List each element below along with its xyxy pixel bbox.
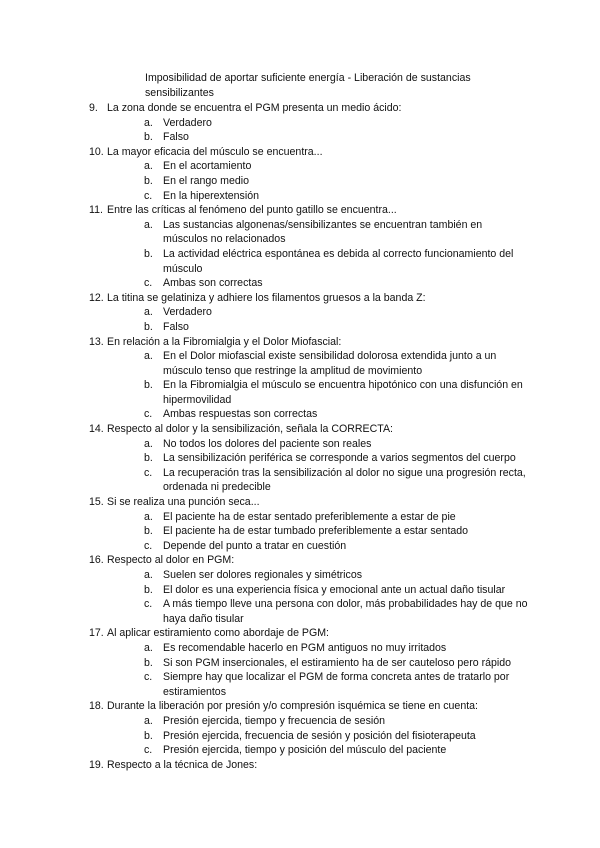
option-item [107,305,529,320]
option-letter: a. [144,437,153,450]
question-text: Respecto al dolor en PGM: [107,554,235,567]
question-number: 19. [89,758,104,771]
option-letter: c. [144,671,153,684]
question-text: Durante la liberación por presión y/o compresión isquémica se tiene en cuenta: [107,700,478,713]
question-number: 12. [89,291,104,304]
option-text-line: Las sustancias algonenas/sensibilizantes se encuentran también en [163,218,483,231]
option-text-line: La recuperación tras la sensibilización al dolor no sigue una progresión recta, [163,466,526,479]
option-letter: c. [144,744,153,757]
option-text-line: Si son PGM insercionales, el estiramiento ha de ser cauteloso pero rápido [163,656,512,669]
option-letter: b. [144,174,153,187]
question-number: 15. [89,496,104,509]
option-item [107,218,529,247]
option-text-line: Siempre hay que localizar el PGM de forma concreta antes de tratarlo por [163,671,510,684]
question-number: 11. [89,204,103,217]
question-item [89,699,529,757]
option-text-line: Presión ejercida, tiempo y frecuencia de sesión [163,714,385,727]
option-text-line: Falso [163,320,189,333]
option-letter: c. [144,598,153,611]
option-text-line: Es recomendable hacerlo en PGM antiguos no muy irritados [163,641,447,654]
question-number: 16. [89,554,104,567]
continuation-text [145,71,545,100]
option-letter: c. [144,539,153,552]
question-number: 14. [89,423,104,436]
option-list [107,305,529,334]
option-item [107,320,529,335]
option-text-line: En el rango medio [163,174,249,187]
question-text: Respecto al dolor y la sensibilización, señala la CORRECTA: [107,423,393,436]
option-letter: a. [144,160,153,173]
option-text-line: En la Fibromialgia el músculo se encuentra hipotónico con una disfunción en [163,379,523,392]
question-text: Entre las críticas al fenómeno del punto gatillo se encuentra... [107,204,397,217]
option-letter: b. [144,379,153,392]
option-list [107,159,529,203]
option-text-line: A más tiempo lleve una persona con dolor, más probabilidades hay de que no [163,598,528,611]
question-text: En relación a la Fibromialgia y el Dolor Miofascial: [107,335,342,348]
question-number: 10. [89,145,104,158]
option-item [107,641,529,656]
option-item [107,130,529,145]
option-item [107,524,529,539]
option-item [107,510,529,525]
option-text-line: Falso [163,131,189,144]
option-list [107,349,529,422]
option-letter: b. [144,656,153,669]
option-text-line: El dolor es una experiencia física y emocional ante un actual daño tisular [163,583,506,596]
option-text-line: En la hiperextensión [163,189,259,202]
option-letter: a. [144,116,153,129]
option-item [107,174,529,189]
question-item [89,145,529,203]
question-item [89,495,529,553]
option-text-line: Suelen ser dolores regionales y simétricos [163,569,363,581]
question-number: 9. [89,102,98,114]
option-text-line: Verdadero [163,116,212,129]
option-item [107,189,529,204]
option-letter: c. [144,189,153,202]
option-letter: b. [144,247,153,260]
option-text-line: haya daño tisular [163,612,244,625]
option-text-line: No todos los dolores del paciente son reales [163,437,372,450]
question-item [89,758,529,773]
option-item [107,539,529,554]
option-text-line: El paciente ha de estar tumbado preferiblemente a estar sentado [163,525,469,538]
option-letter: c. [144,466,153,479]
option-text-line: La actividad eléctrica espontánea es debida al correcto funcionamiento del [163,247,514,260]
question-item [89,291,529,335]
option-list [107,641,529,699]
option-item [107,116,529,131]
question-item [89,203,529,291]
question-item [89,422,529,495]
option-letter: a. [144,306,153,319]
question-number: 13. [89,335,104,348]
option-list [107,218,529,291]
option-text-line: En el Dolor miofascial existe sensibilidad dolorosa extendida junto a un [163,350,497,363]
option-text-line: Ambas respuestas son correctas [163,408,318,421]
option-text-line: Ambas son correctas [163,277,263,290]
option-item [107,656,529,671]
option-letter: b. [144,320,153,333]
option-letter: a. [144,510,153,523]
option-item [107,437,529,452]
option-letter: a. [144,569,153,581]
option-item [107,159,529,174]
option-text-line: La sensibilización periférica se corresponde a varios segmentos del cuerpo [163,452,516,465]
option-item [107,378,529,407]
option-text-line: músculos no relacionados [163,233,286,246]
option-text-line: El paciente ha de estar sentado preferiblemente a estar de pie [163,510,456,523]
question-text: Al aplicar estiramiento como abordaje de PGM: [107,627,329,640]
question-text: Si se realiza una punción seca... [107,496,260,509]
option-letter: a. [144,714,153,727]
question-number: 18. [89,700,104,713]
option-list [107,437,529,495]
option-text-line: En el acortamiento [163,160,252,173]
option-letter: b. [144,729,153,742]
option-letter: b. [144,131,153,144]
question-item [89,553,529,626]
question-item [89,335,529,423]
continuation-line: sensibilizantes [145,86,214,99]
question-item [89,626,529,699]
option-letter: b. [144,583,153,596]
option-item [107,670,529,699]
option-text-line: estiramientos [163,685,226,698]
option-list [107,568,529,626]
option-letter: b. [144,452,153,465]
option-item [107,407,529,422]
option-item [107,247,529,276]
option-text-line: Presión ejercida, tiempo y posición del músculo del paciente [163,744,447,757]
option-item [107,451,529,466]
question-text: La titina se gelatiniza y adhiere los filamentos gruesos a la banda Z: [107,291,426,304]
option-item [107,349,529,378]
option-letter: a. [144,641,153,654]
question-number: 17. [89,627,104,640]
option-list [107,510,529,554]
continuation-line: Imposibilidad de aportar suficiente energía - Liberación de sustancias [145,72,471,84]
option-letter: c. [144,408,153,421]
question-list [89,101,529,772]
question-item [89,101,529,145]
option-item [107,714,529,729]
option-text-line: hipermovilidad [163,393,232,406]
option-item [107,597,529,626]
option-letter: a. [144,218,153,231]
question-text: Respecto a la técnica de Jones: [107,758,258,771]
option-list [107,116,529,145]
option-letter: b. [144,525,153,538]
option-list [107,714,529,758]
option-text-line: músculo tenso que restringe la amplitud de movimiento [163,364,423,377]
option-text-line: músculo [163,262,203,275]
question-text: La zona donde se encuentra el PGM presenta un medio ácido: [107,102,402,114]
option-letter: a. [144,350,153,363]
option-item [107,568,529,583]
option-item [107,276,529,291]
option-text-line: Verdadero [163,306,212,319]
option-item [107,743,529,758]
question-text: La mayor eficacia del músculo se encuentra... [107,145,323,158]
option-item [107,729,529,744]
option-text-line: Presión ejercida, frecuencia de sesión y posición del fisioterapeuta [163,729,476,742]
option-item [107,583,529,598]
option-letter: c. [144,277,153,290]
option-text-line: ordenada ni predecible [163,481,271,494]
option-text-line: Depende del punto a tratar en cuestión [163,539,347,552]
option-item [107,466,529,495]
